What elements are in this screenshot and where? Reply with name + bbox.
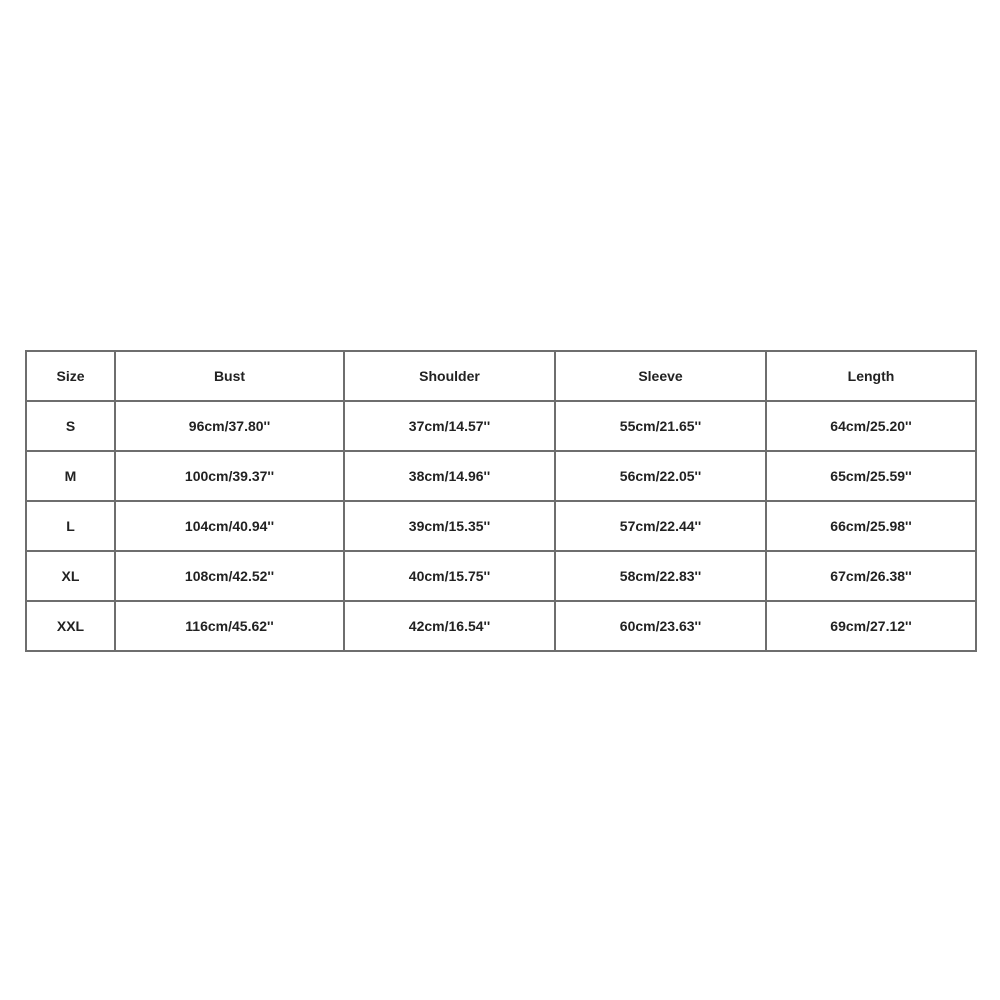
table-row <box>26 401 976 451</box>
cell-length: 64cm/25.20'' <box>766 401 976 451</box>
cell-size: XL <box>26 551 115 601</box>
table-header-row <box>26 351 976 401</box>
cell-shoulder: 39cm/15.35'' <box>344 501 555 551</box>
cell-size: S <box>26 401 115 451</box>
cell-length: 65cm/25.59'' <box>766 451 976 501</box>
cell-size: M <box>26 451 115 501</box>
cell-sleeve: 60cm/23.63'' <box>555 601 766 651</box>
header-cell-length: Length <box>766 351 976 401</box>
cell-size: XXL <box>26 601 115 651</box>
table-row <box>26 451 976 501</box>
cell-length: 66cm/25.98'' <box>766 501 976 551</box>
table-row <box>26 601 976 651</box>
cell-length: 67cm/26.38'' <box>766 551 976 601</box>
cell-sleeve: 56cm/22.05'' <box>555 451 766 501</box>
cell-bust: 96cm/37.80'' <box>115 401 344 451</box>
cell-shoulder: 38cm/14.96'' <box>344 451 555 501</box>
cell-bust: 108cm/42.52'' <box>115 551 344 601</box>
header-cell-bust: Bust <box>115 351 344 401</box>
size-chart-table <box>25 350 977 652</box>
cell-sleeve: 55cm/21.65'' <box>555 401 766 451</box>
header-cell-sleeve: Sleeve <box>555 351 766 401</box>
table-row <box>26 551 976 601</box>
cell-shoulder: 37cm/14.57'' <box>344 401 555 451</box>
cell-length: 69cm/27.12'' <box>766 601 976 651</box>
cell-shoulder: 42cm/16.54'' <box>344 601 555 651</box>
cell-sleeve: 58cm/22.83'' <box>555 551 766 601</box>
cell-size: L <box>26 501 115 551</box>
cell-bust: 100cm/39.37'' <box>115 451 344 501</box>
header-cell-shoulder: Shoulder <box>344 351 555 401</box>
cell-bust: 116cm/45.62'' <box>115 601 344 651</box>
cell-sleeve: 57cm/22.44'' <box>555 501 766 551</box>
header-cell-size: Size <box>26 351 115 401</box>
cell-bust: 104cm/40.94'' <box>115 501 344 551</box>
cell-shoulder: 40cm/15.75'' <box>344 551 555 601</box>
table-row <box>26 501 976 551</box>
